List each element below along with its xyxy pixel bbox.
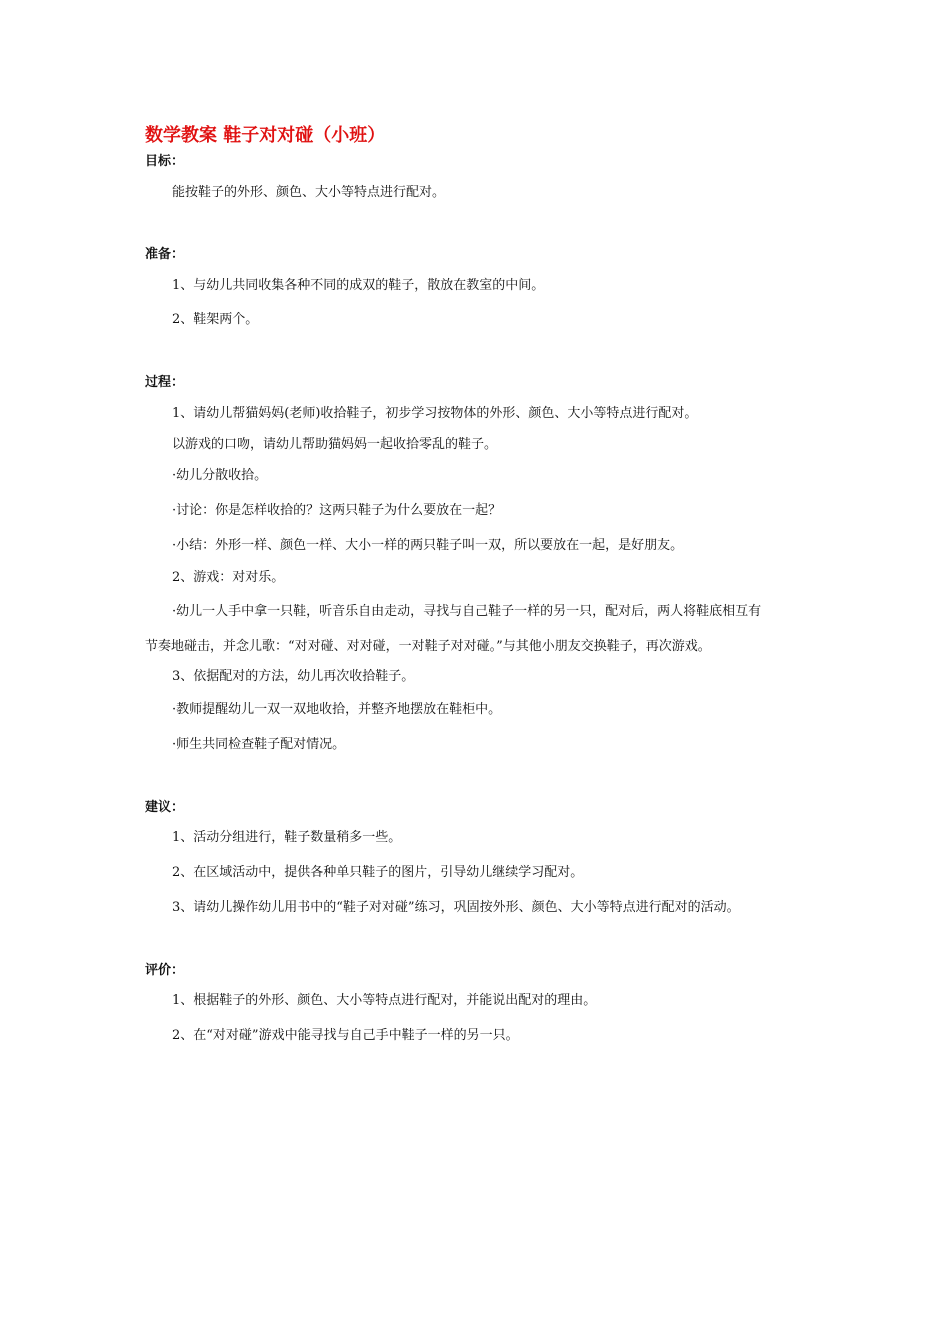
- section-heading-goal: 目标：: [145, 154, 185, 169]
- evaluate-line-2: 2、在“对对碰”游戏中能寻找与自己手中鞋子一样的另一只。: [172, 1028, 519, 1043]
- process-line-6: 2、游戏：对对乐。: [172, 570, 285, 585]
- process-line-10: ·教师提醒幼儿一双一双地收拾，并整齐地摆放在鞋柜中。: [172, 702, 502, 717]
- suggest-line-1: 1、活动分组进行，鞋子数量稍多一些。: [172, 830, 402, 845]
- evaluate-line-1: 1、根据鞋子的外形、颜色、大小等特点进行配对，并能说出配对的理由。: [172, 993, 597, 1008]
- process-line-7: ·幼儿一人手中拿一只鞋，听音乐自由走动，寻找与自己鞋子一样的另一只，配对后，两人将鞋底相互有: [172, 604, 762, 619]
- process-line-5: ·小结：外形一样、颜色一样、大小一样的两只鞋子叫一双，所以要放在一起，是好朋友。: [172, 538, 684, 553]
- section-heading-evaluate: 评价：: [145, 963, 185, 978]
- process-line-3: ·幼儿分散收拾。: [172, 468, 268, 483]
- process-line-4: ·讨论：你是怎样收拾的？这两只鞋子为什么要放在一起？: [172, 503, 502, 518]
- document-title: 数学教案 鞋子对对碰（小班）: [145, 125, 386, 146]
- suggest-line-2: 2、在区域活动中，提供各种单只鞋子的图片，引导幼儿继续学习配对。: [172, 865, 584, 880]
- goal-line-1: 能按鞋子的外形、颜色、大小等特点进行配对。: [172, 185, 446, 200]
- prep-line-2: 2、鞋架两个。: [172, 312, 259, 327]
- suggest-line-3: 3、请幼儿操作幼儿用书中的“鞋子对对碰”练习，巩固按外形、颜色、大小等特点进行配对的活动。: [172, 900, 740, 915]
- process-line-9: 3、依据配对的方法，幼儿再次收拾鞋子。: [172, 669, 415, 684]
- process-line-11: ·师生共同检查鞋子配对情况。: [172, 737, 346, 752]
- section-heading-process: 过程：: [145, 375, 185, 390]
- process-line-2: 以游戏的口吻，请幼儿帮助猫妈妈一起收拾零乱的鞋子。: [172, 437, 498, 452]
- prep-line-1: 1、与幼儿共同收集各种不同的成双的鞋子，散放在教室的中间。: [172, 278, 545, 293]
- process-line-1: 1、请幼儿帮猫妈妈(老师)收拾鞋子，初步学习按物体的外形、颜色、大小等特点进行配对。: [172, 406, 698, 421]
- section-heading-prep: 准备：: [145, 247, 185, 262]
- section-heading-suggest: 建议：: [145, 800, 185, 815]
- process-line-8: 节奏地碰击，并念儿歌：“对对碰、对对碰，一对鞋子对对碰。”与其他小朋友交换鞋子，再次游戏。: [145, 639, 711, 654]
